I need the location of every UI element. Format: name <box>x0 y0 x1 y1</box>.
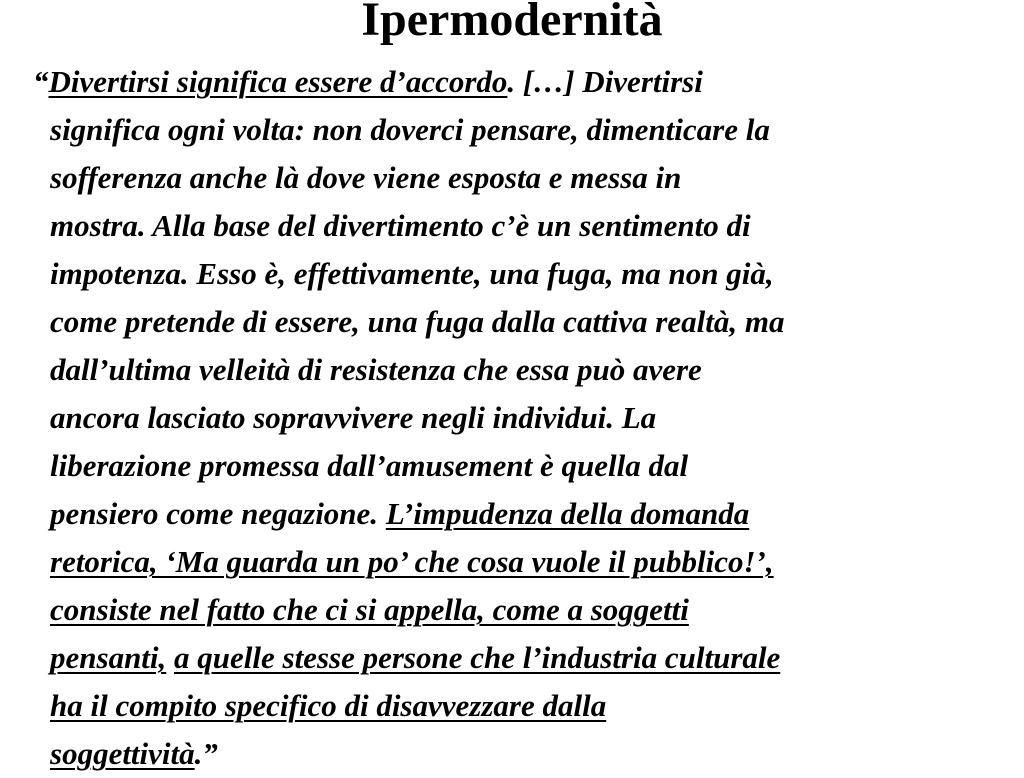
quote-line <box>0 682 784 730</box>
open-quote-mark: “ <box>33 64 49 99</box>
quote-line <box>0 538 784 586</box>
quote-text: pensiero come negazione. <box>50 496 386 531</box>
underlined-phrase: Divertirsi significa essere d’accordo <box>48 64 508 99</box>
quote-line: ancora lasciato sopravvivere negli individui. La <box>50 400 657 435</box>
quote-line <box>0 58 784 106</box>
quote-line: dall’ultima velleità di resistenza che essa può avere <box>50 352 702 387</box>
underlined-phrase: retorica, ‘Ma guarda un po’ che cosa vuole il pubblico!’, <box>50 544 774 579</box>
quote-line <box>0 586 784 634</box>
quote-line: come pretende di essere, una fuga dalla cattiva realtà, ma <box>50 304 785 339</box>
underlined-phrase: ha il compito specifico di disavvezzare dalla <box>50 688 607 723</box>
close-quote-mark: .” <box>194 736 218 771</box>
quote-line <box>0 634 784 682</box>
quote-line: liberazione promessa dall’amusement è quella dal <box>50 448 689 483</box>
quote-line <box>0 730 784 778</box>
quote-text: . […] Divertirsi <box>507 64 703 99</box>
quote-line <box>0 490 784 538</box>
quote-line: impotenza. Esso è, effettivamente, una fuga, ma non già, <box>50 256 774 291</box>
underlined-phrase: consiste nel fatto che ci si appella, come a soggetti <box>50 592 689 627</box>
underlined-phrase: pensanti, <box>50 640 167 675</box>
quote-text <box>166 640 174 675</box>
underlined-phrase: L’impudenza della domanda <box>385 496 750 531</box>
underlined-phrase: a quelle stesse persone che l’industria culturale <box>174 640 781 675</box>
quote-line: mostra. Alla base del divertimento c’è un sentimento di <box>50 208 751 243</box>
quote-line: significa ogni volta: non doverci pensare, dimenticare la <box>50 112 770 147</box>
quote-line: sofferenza anche là dove viene esposta e messa in <box>50 160 682 195</box>
slide-title: Ipermodernità <box>361 0 663 46</box>
quote-block <box>0 58 784 778</box>
underlined-phrase: soggettività <box>50 736 195 771</box>
